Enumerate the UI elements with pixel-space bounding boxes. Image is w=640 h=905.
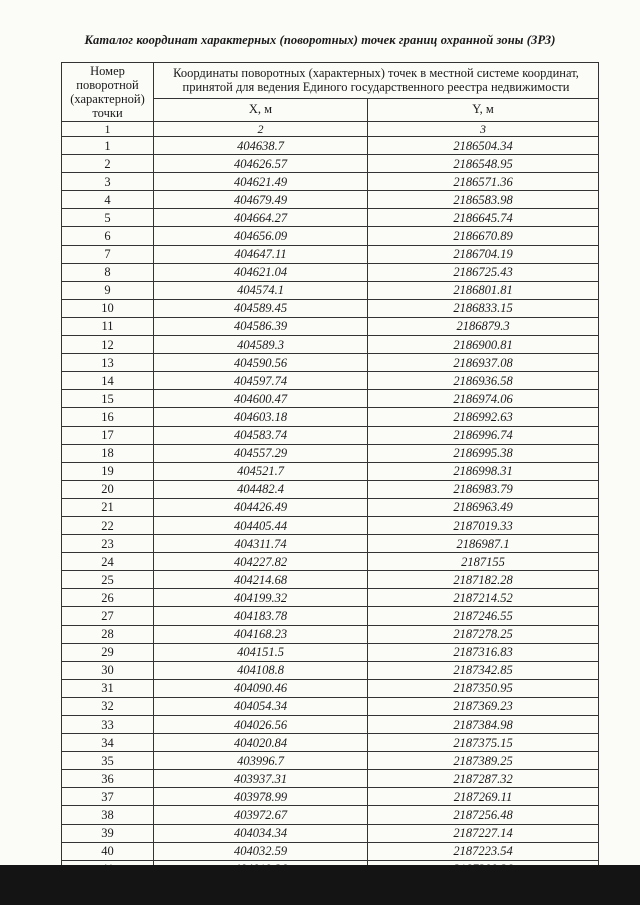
point-number-cell: 25: [62, 571, 154, 589]
x-coordinate-cell: 404108.8: [154, 661, 368, 679]
table-row: [62, 643, 599, 661]
table-row: [62, 227, 599, 245]
y-coordinate-cell: 2186645.74: [368, 209, 599, 227]
y-coordinate-cell: 2186963.49: [368, 498, 599, 516]
y-coordinate-cell: 2187227.14: [368, 824, 599, 842]
header-x: X, м: [154, 98, 368, 121]
x-coordinate-cell: 404586.39: [154, 317, 368, 335]
point-number-cell: 19: [62, 462, 154, 480]
y-coordinate-cell: 2187278.25: [368, 625, 599, 643]
table-row: [62, 263, 599, 281]
x-coordinate-cell: 404151.5: [154, 643, 368, 661]
point-number-cell: 17: [62, 426, 154, 444]
y-coordinate-cell: 2186995.38: [368, 444, 599, 462]
x-coordinate-cell: 403937.31: [154, 770, 368, 788]
table-row: [62, 498, 599, 516]
x-coordinate-cell: 404583.74: [154, 426, 368, 444]
table-row: [62, 209, 599, 227]
x-coordinate-cell: 404574.1: [154, 281, 368, 299]
point-number-cell: 4: [62, 191, 154, 209]
table-row: [62, 806, 599, 824]
x-coordinate-cell: 404664.27: [154, 209, 368, 227]
point-number-cell: 7: [62, 245, 154, 263]
point-number-cell: 36: [62, 770, 154, 788]
x-coordinate-cell: 404199.32: [154, 589, 368, 607]
x-coordinate-cell: 404603.18: [154, 408, 368, 426]
x-coordinate-cell: 404020.84: [154, 734, 368, 752]
x-coordinate-cell: 404311.74: [154, 535, 368, 553]
table-row: [62, 480, 599, 498]
y-coordinate-cell: 2187155: [368, 553, 599, 571]
table-row: [62, 462, 599, 480]
point-number-cell: 20: [62, 480, 154, 498]
y-coordinate-cell: 2187316.83: [368, 643, 599, 661]
point-number-cell: 18: [62, 444, 154, 462]
point-number-cell: 31: [62, 679, 154, 697]
table-row: [62, 607, 599, 625]
point-number-cell: 13: [62, 354, 154, 372]
table-row: [62, 661, 599, 679]
y-coordinate-cell: 2186900.81: [368, 336, 599, 354]
x-coordinate-cell: 404679.49: [154, 191, 368, 209]
table-row: [62, 842, 599, 860]
x-coordinate-cell: 404032.59: [154, 842, 368, 860]
x-coordinate-cell: 404590.56: [154, 354, 368, 372]
column-number-3: 3: [368, 122, 599, 137]
x-coordinate-cell: 404026.56: [154, 716, 368, 734]
table-row: [62, 336, 599, 354]
x-coordinate-cell: 404090.46: [154, 679, 368, 697]
point-number-cell: 29: [62, 643, 154, 661]
x-coordinate-cell: 404214.68: [154, 571, 368, 589]
table-row: [62, 390, 599, 408]
y-coordinate-cell: 2187182.28: [368, 571, 599, 589]
point-number-cell: 30: [62, 661, 154, 679]
table-row: [62, 824, 599, 842]
scan-bottom-edge: [0, 865, 640, 905]
table-row: [62, 553, 599, 571]
point-number-cell: 3: [62, 173, 154, 191]
point-number-cell: 35: [62, 752, 154, 770]
table-row: [62, 408, 599, 426]
point-number-cell: 21: [62, 498, 154, 516]
y-coordinate-cell: 2186936.58: [368, 372, 599, 390]
table-row: [62, 173, 599, 191]
table-row: [62, 734, 599, 752]
table-row: [62, 281, 599, 299]
point-number-cell: 12: [62, 336, 154, 354]
table-row: [62, 716, 599, 734]
table-row: [62, 137, 599, 155]
y-coordinate-cell: 2186725.43: [368, 263, 599, 281]
table-row: [62, 625, 599, 643]
x-coordinate-cell: 404227.82: [154, 553, 368, 571]
y-coordinate-cell: 2186879.3: [368, 317, 599, 335]
x-coordinate-cell: 403996.7: [154, 752, 368, 770]
point-number-cell: 34: [62, 734, 154, 752]
x-coordinate-cell: 404647.11: [154, 245, 368, 263]
table-row: [62, 770, 599, 788]
y-coordinate-cell: 2187269.11: [368, 788, 599, 806]
x-coordinate-cell: 404621.04: [154, 263, 368, 281]
y-coordinate-cell: 2187375.15: [368, 734, 599, 752]
point-number-cell: 37: [62, 788, 154, 806]
x-coordinate-cell: 404656.09: [154, 227, 368, 245]
x-coordinate-cell: 404557.29: [154, 444, 368, 462]
point-number-cell: 2: [62, 155, 154, 173]
table-row: [62, 299, 599, 317]
point-number-cell: 32: [62, 697, 154, 715]
point-number-cell: 23: [62, 535, 154, 553]
x-coordinate-cell: 404482.4: [154, 480, 368, 498]
x-coordinate-cell: 404405.44: [154, 516, 368, 534]
x-coordinate-cell: 404597.74: [154, 372, 368, 390]
y-coordinate-cell: 2187350.95: [368, 679, 599, 697]
y-coordinate-cell: 2186801.81: [368, 281, 599, 299]
y-coordinate-cell: 2186987.1: [368, 535, 599, 553]
x-coordinate-cell: 403978.99: [154, 788, 368, 806]
point-number-cell: 11: [62, 317, 154, 335]
point-number-cell: 40: [62, 842, 154, 860]
point-number-cell: 9: [62, 281, 154, 299]
point-number-cell: 27: [62, 607, 154, 625]
point-number-cell: 14: [62, 372, 154, 390]
x-coordinate-cell: 404589.3: [154, 336, 368, 354]
point-number-cell: 8: [62, 263, 154, 281]
point-number-cell: 16: [62, 408, 154, 426]
y-coordinate-cell: 2187369.23: [368, 697, 599, 715]
document-title: Каталог координат характерных (поворотных) точек границ охранной зоны (ЗРЗ): [84, 33, 556, 47]
point-number-cell: 26: [62, 589, 154, 607]
table-row: [62, 788, 599, 806]
table-row: [62, 535, 599, 553]
y-coordinate-cell: 2186833.15: [368, 299, 599, 317]
y-coordinate-cell: 2186670.89: [368, 227, 599, 245]
column-number-row: [62, 122, 599, 137]
x-coordinate-cell: 404168.23: [154, 625, 368, 643]
header-coordinates: Координаты поворотных (характерных) точек в местной системе координат, принятой для ведения Единого государственного реестра недвижимости: [154, 63, 599, 99]
y-coordinate-cell: 2187246.55: [368, 607, 599, 625]
x-coordinate-cell: 403972.67: [154, 806, 368, 824]
point-number-cell: 24: [62, 553, 154, 571]
y-coordinate-cell: 2187342.85: [368, 661, 599, 679]
point-number-cell: 39: [62, 824, 154, 842]
table-row: [62, 589, 599, 607]
y-coordinate-cell: 2187256.48: [368, 806, 599, 824]
point-number-cell: 28: [62, 625, 154, 643]
table-row: [62, 752, 599, 770]
x-coordinate-cell: 404600.47: [154, 390, 368, 408]
x-coordinate-cell: 404626.57: [154, 155, 368, 173]
header-y: Y, м: [368, 98, 599, 121]
point-number-cell: 15: [62, 390, 154, 408]
x-coordinate-cell: 404638.7: [154, 137, 368, 155]
table-row: [62, 191, 599, 209]
y-coordinate-cell: 2186974.06: [368, 390, 599, 408]
x-coordinate-cell: 404521.7: [154, 462, 368, 480]
x-coordinate-cell: 404589.45: [154, 299, 368, 317]
y-coordinate-cell: 2186998.31: [368, 462, 599, 480]
point-number-cell: 38: [62, 806, 154, 824]
x-coordinate-cell: 404621.49: [154, 173, 368, 191]
y-coordinate-cell: 2187214.52: [368, 589, 599, 607]
table-row: [62, 426, 599, 444]
table-row: [62, 155, 599, 173]
point-number-cell: 10: [62, 299, 154, 317]
y-coordinate-cell: 2186583.98: [368, 191, 599, 209]
y-coordinate-cell: 2186504.34: [368, 137, 599, 155]
table-row: [62, 516, 599, 534]
column-number-2: 2: [154, 122, 368, 137]
y-coordinate-cell: 2187384.98: [368, 716, 599, 734]
table-row: [62, 354, 599, 372]
y-coordinate-cell: 2186571.36: [368, 173, 599, 191]
y-coordinate-cell: 2186937.08: [368, 354, 599, 372]
x-coordinate-cell: 404054.34: [154, 697, 368, 715]
table-row: [62, 679, 599, 697]
y-coordinate-cell: 2187019.33: [368, 516, 599, 534]
x-coordinate-cell: 404183.78: [154, 607, 368, 625]
table-row: [62, 245, 599, 263]
table-row: [62, 697, 599, 715]
y-coordinate-cell: 2186996.74: [368, 426, 599, 444]
table-row: [62, 317, 599, 335]
point-number-cell: 1: [62, 137, 154, 155]
y-coordinate-cell: 2186548.95: [368, 155, 599, 173]
y-coordinate-cell: 2187389.25: [368, 752, 599, 770]
point-number-cell: 5: [62, 209, 154, 227]
y-coordinate-cell: 2187223.54: [368, 842, 599, 860]
y-coordinate-cell: 2187287.32: [368, 770, 599, 788]
point-number-cell: 22: [62, 516, 154, 534]
table-row: [62, 372, 599, 390]
point-number-cell: 6: [62, 227, 154, 245]
table-row: [62, 571, 599, 589]
coordinates-table: [61, 62, 599, 897]
table-row: [62, 444, 599, 462]
y-coordinate-cell: 2186992.63: [368, 408, 599, 426]
y-coordinate-cell: 2186704.19: [368, 245, 599, 263]
x-coordinate-cell: 404034.34: [154, 824, 368, 842]
x-coordinate-cell: 404426.49: [154, 498, 368, 516]
y-coordinate-cell: 2186983.79: [368, 480, 599, 498]
column-number-1: 1: [62, 122, 154, 137]
header-point-number: Номер поворотной (характерной) точки: [62, 63, 154, 122]
point-number-cell: 33: [62, 716, 154, 734]
